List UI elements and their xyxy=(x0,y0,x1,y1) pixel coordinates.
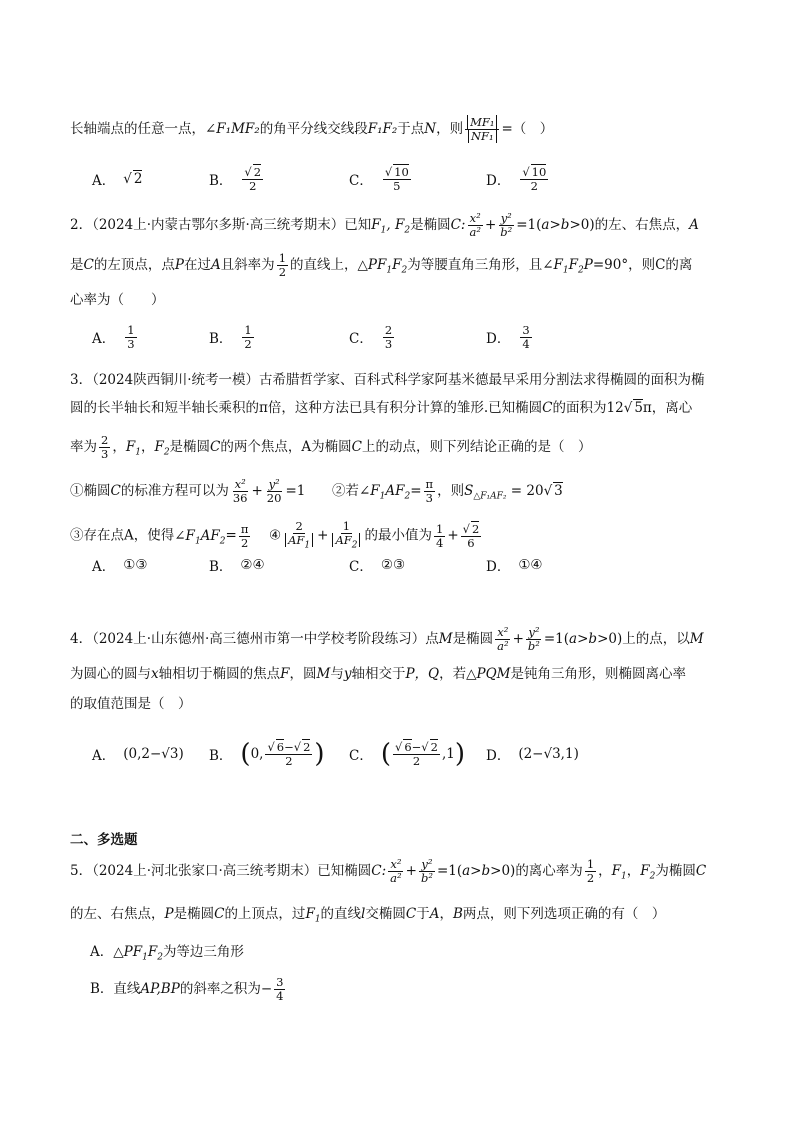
q3-options xyxy=(92,548,712,582)
q1-options xyxy=(92,162,712,196)
q4-line3 xyxy=(70,694,730,714)
option-a[interactable] xyxy=(92,736,184,772)
q3-text: ②若 xyxy=(331,483,359,499)
option-c[interactable]: C． $\frac{√ 10}{5}$ xyxy=(349,164,409,193)
frac-den: 2 xyxy=(244,336,252,351)
option-b[interactable] xyxy=(209,320,256,354)
q2-text: 的左顶点，点 xyxy=(93,257,175,273)
q5-text: 5．（2024上·河北张家口·高三统考期末）已知椭圆 xyxy=(70,863,372,879)
q1-stem-tail xyxy=(70,116,730,143)
q5-text: 为椭圆 xyxy=(655,863,696,879)
q1-ratio-num: MF₁ xyxy=(467,115,497,129)
q3-text: ，则 xyxy=(437,483,465,499)
frac-den: 3 xyxy=(127,336,135,351)
option-label: D． xyxy=(486,173,511,189)
option-text: ②④ xyxy=(240,557,265,573)
q4-text: 轴相交于 xyxy=(351,666,406,682)
q5-text: 的左、右焦点， xyxy=(70,906,165,922)
option-d[interactable] xyxy=(486,320,534,354)
q3-statements-3-4: ③存在点A，使得$\angle F_1AF_2=$ $\frac{\pi}{2}$ ④ $\frac{2}{AF_1}$ + $\frac{1}{AF_2}$ 的最小值为 $\frac{1}{4}$ + $\frac{√ 2}{6}$ xyxy=(70,519,480,551)
q2-text: 的直线上， xyxy=(290,257,358,273)
option-text: ①③ xyxy=(123,557,148,573)
q5-text: 两点，则下列选项正确的有（ ） xyxy=(462,906,666,922)
option-b[interactable]: B． ( 0, $\frac{√ 6-√ 2}{2}$ ) xyxy=(209,739,325,769)
q3-line1 xyxy=(70,370,730,390)
frac-den: 2 xyxy=(249,178,257,193)
q2-text: 心率为（ ） xyxy=(70,292,165,308)
option-d[interactable] xyxy=(486,736,579,772)
q4-text: 与 xyxy=(330,666,344,682)
q1-ratio-den: NF₁ xyxy=(468,129,497,143)
section-title: 二、多选题 xyxy=(70,832,138,848)
frac-den: 3 xyxy=(384,336,393,351)
frac-den: 4 xyxy=(522,336,530,351)
q5-text: 的直线 xyxy=(320,906,362,922)
option-label: B． xyxy=(209,173,233,189)
q1-text: 长轴端点的任意一点， xyxy=(70,121,205,137)
q2-text: 的左、右焦点， xyxy=(594,217,690,233)
q1-ratio xyxy=(465,116,499,143)
option-text: (0,2−√3) xyxy=(123,746,184,762)
option-b[interactable]: B． $\frac{√ 2}{2}$ xyxy=(209,164,262,193)
frac-num: 2 xyxy=(384,322,393,337)
q2-line1: 2．（2024上·内蒙古鄂尔多斯·高三统考期末）已知$F_1$, $F_2$是椭圆C: $\frac{\text{x²}}{\text{a²}}$ + $\frac{\text{y²}}{\text{b²}}$ =1(a>b>0)的左、右焦点，A xyxy=(70,211,699,239)
option-label: B． xyxy=(90,981,114,997)
q2-line2: 是C的左顶点，点P在过A且斜率为 $\frac{1}{2}$ 的直线上，$\triangle PF_1F_2$为等腰直角三角形，且$\angle F_1F_2P=90^\circ$，则C的离 xyxy=(70,251,693,279)
q5-option-a[interactable]: A．$\triangle PF_1F_2$为等边三角形 xyxy=(90,944,244,963)
q3-line3: 率为 $\frac{2}{3}$ ，$F_1$，$F_2$是椭圆C的两个焦点，A为椭圆C上的动点，则下列结论正确的是（ ） xyxy=(70,433,592,461)
frac-num: 1 xyxy=(127,322,135,337)
q2-options xyxy=(92,320,712,354)
q3-text: 的两个焦点，A为椭圆 xyxy=(220,439,352,455)
option-label: B． xyxy=(209,331,233,347)
option-d[interactable] xyxy=(486,548,543,582)
q5-line2: 的左、右焦点，P是椭圆C的上顶点，过$F_1$的直线l交椭圆C于A，B两点，则下列选项正确的有（ ） xyxy=(70,906,666,925)
q2-text: 为等腰直角三角形，且 xyxy=(407,257,543,273)
option-a[interactable]: A． √ 2 xyxy=(92,171,143,189)
q2-text: 且斜率为 xyxy=(220,257,275,273)
q3-text: 的面积为 xyxy=(552,400,607,416)
q1-segment: F₁F₂ xyxy=(367,121,398,137)
q5-text: 交椭圆 xyxy=(365,906,406,922)
q4-line1: 4．（2024上·山东德州·高三德州市第一中学校考阶段练习）点M是椭圆 $\frac{\text{x²}}{\text{a²}}$ + $\frac{\text{y²}}{\text{b²}}$ =1(a>b>0)上的点，以M xyxy=(70,625,704,653)
option-label: C． xyxy=(349,559,373,575)
frac-den: 5 xyxy=(393,178,401,193)
frac-num: 3 xyxy=(522,322,530,337)
q1-point: N xyxy=(424,121,437,137)
option-label: D． xyxy=(486,748,511,764)
option-c[interactable] xyxy=(349,320,396,354)
q3-text: ，离心 xyxy=(651,400,693,416)
q2-text: 2．（2024上·内蒙古鄂尔多斯·高三统考期末）已知 xyxy=(70,217,372,233)
q5-option-b[interactable]: B．直线AP,BP的斜率之积为− $\frac{3}{4}$ xyxy=(90,975,284,1003)
option-label: A． xyxy=(90,944,114,960)
q3-line2: 圆的长半轴长和短半轴长乘积的π倍，这种方法已具有积分计算的雏形.已知椭圆C的面积为12√ 5π，离心 xyxy=(70,400,693,416)
q3-text: ④ xyxy=(269,527,282,544)
option-label: A． xyxy=(92,331,116,347)
option-label: B． xyxy=(209,748,233,764)
q4-options xyxy=(92,736,712,772)
q4-line2: 为圆心的圆与x轴相切于椭圆的焦点F，圆M与y轴相交于P，Q，若△PQM是钝角三角形，则椭圆离心率 xyxy=(70,666,686,682)
q3-statements-1-2: ①椭圆C的标准方程可以为 $\frac{\text{x²}}{36}$ + $\frac{\text{y²}}{20}$ =1 ②若$\angle F_1AF_2=$ $\frac{\pi}{3}$ ，则$S_{\triangle F_1AF_2} = 20√$ 3 xyxy=(70,477,563,505)
option-label: B． xyxy=(209,559,233,575)
q5-text: 于 xyxy=(416,906,430,922)
option-a[interactable] xyxy=(92,320,139,354)
q3-text: 的最小值为 xyxy=(364,527,432,544)
q4-text: ，若 xyxy=(439,666,467,682)
option-label: D． xyxy=(486,331,511,347)
option-text: 的斜率之积为 xyxy=(179,981,261,997)
q2-line3 xyxy=(70,290,730,310)
option-d[interactable]: D． $\frac{√ 10}{2}$ xyxy=(486,164,547,193)
q2-text: 是椭圆 xyxy=(410,217,451,233)
frac-num: 1 xyxy=(244,322,252,337)
option-label: C． xyxy=(349,173,373,189)
option-label: A． xyxy=(92,559,116,575)
option-label: A． xyxy=(92,173,116,189)
q3-text: 是椭圆 xyxy=(169,439,211,455)
q4-text: 上的点，以 xyxy=(622,631,690,647)
option-text: (2−√3,1) xyxy=(518,746,579,762)
q3-text: 的标准方程可以为 xyxy=(120,483,229,499)
option-text: 为等边三角形 xyxy=(162,944,244,960)
q5-text: 的离心率为 xyxy=(515,863,583,879)
q5-text: ， xyxy=(598,863,612,879)
q5-line1: 5．（2024上·河北张家口·高三统考期末）已知椭圆C: $\frac{\text{x²}}{\text{a²}}$ + $\frac{\text{y²}}{\text{b²}}$ =1(a>b>0)的离心率为 $\frac{1}{2}$ ，$F_1$，$F_2$为椭圆C xyxy=(70,857,707,885)
q3-text: ①椭圆 xyxy=(70,483,111,499)
sqrt-value: 2 xyxy=(253,164,262,179)
option-label: C． xyxy=(349,748,373,764)
sqrt-value: 2 xyxy=(133,171,143,187)
q3-text: ， xyxy=(112,439,126,455)
option-label: D． xyxy=(486,559,511,575)
q1-text: =（ ） xyxy=(501,121,554,137)
q4-text: 的取值范围是（ ） xyxy=(70,696,192,712)
option-c[interactable] xyxy=(349,548,405,582)
option-text: ①④ xyxy=(518,557,543,573)
q3-text: 3．（2024陕西铜川·统考一模）古希腊哲学家、百科式科学家阿基米德最早采用分割法求得椭圆的面积为椭 xyxy=(70,372,705,388)
q4-text: 轴相切于椭圆的焦点 xyxy=(158,666,281,682)
option-text: ②③ xyxy=(380,557,406,573)
q5-text: 的上顶点，过 xyxy=(224,906,306,922)
q2-text: 在过 xyxy=(183,257,211,273)
q3-text: 率为 xyxy=(70,439,97,455)
q5-text: 是椭圆 xyxy=(173,906,215,922)
option-label: A． xyxy=(92,748,116,764)
sqrt-value: 10 xyxy=(394,164,409,179)
q4-text: ，圆 xyxy=(289,666,317,682)
option-c[interactable]: C． ( $\frac{√ 6-√ 2}{2}$ ,1 ) xyxy=(349,739,465,769)
option-label: C． xyxy=(349,331,373,347)
q3-text: ③存在点A，使得 xyxy=(70,527,175,544)
frac-den: 2 xyxy=(530,178,538,193)
q2-text: 是 xyxy=(70,257,84,273)
q4-text: 是钝角三角形，则椭圆离心率 xyxy=(510,666,686,682)
q1-text: 于点 xyxy=(397,121,425,137)
q4-text: 4．（2024上·山东德州·高三德州市第一中学校考阶段练习）点 xyxy=(70,631,439,647)
sqrt-value: 10 xyxy=(531,164,547,179)
q1-text: ，则 xyxy=(436,121,464,137)
q4-text: 是椭圆 xyxy=(452,631,494,647)
q2-text: ，则C的离 xyxy=(628,257,693,273)
q1-angle: ∠F₁MF₂ xyxy=(205,121,260,137)
q4-text: 为圆心的圆与 xyxy=(70,666,151,682)
option-text: 直线 xyxy=(113,981,141,997)
option-a[interactable] xyxy=(92,548,147,582)
q1-text: 的角平分线交线段 xyxy=(259,121,368,137)
q3-text: 圆的长半轴长和短半轴长乘积的π倍，这种方法已具有积分计算的雏形.已知椭圆 xyxy=(70,400,543,416)
option-b[interactable] xyxy=(209,548,265,582)
q3-text: 上的动点，则下列结论正确的是（ ） xyxy=(361,439,592,455)
